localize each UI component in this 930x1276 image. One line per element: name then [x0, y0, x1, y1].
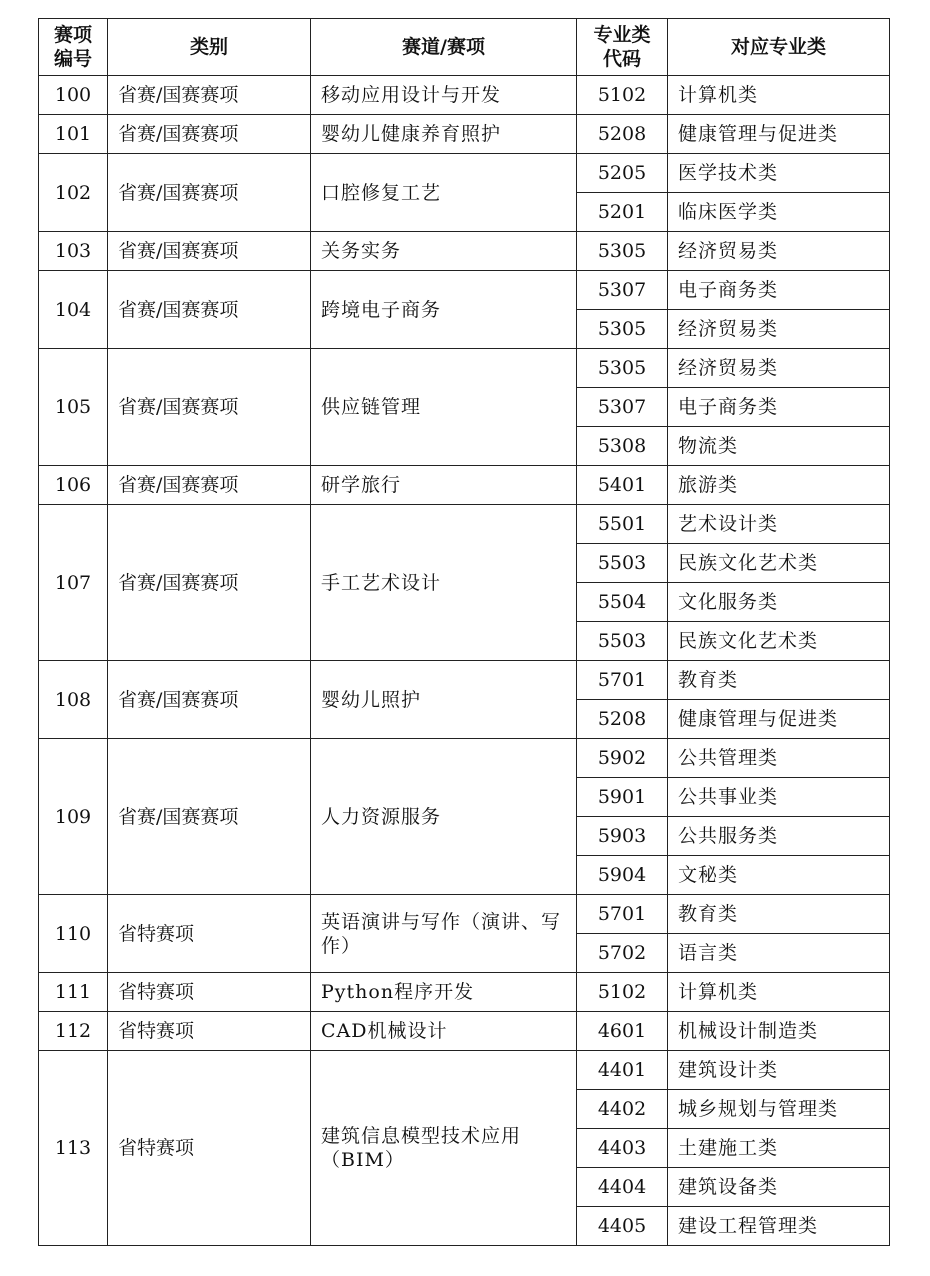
cell-id: 103	[39, 232, 108, 271]
cell-major: 物流类	[668, 427, 890, 466]
cell-track: 研学旅行	[311, 466, 577, 505]
cell-major: 民族文化艺术类	[668, 622, 890, 661]
cell-major: 机械设计制造类	[668, 1012, 890, 1051]
cell-code: 5401	[577, 466, 668, 505]
cell-track: 婴幼儿健康养育照护	[311, 115, 577, 154]
cell-category: 省赛/国赛赛项	[108, 154, 311, 232]
header-id: 赛项 编号	[39, 19, 108, 76]
cell-major: 土建施工类	[668, 1129, 890, 1168]
table-row	[39, 232, 890, 271]
table-row	[39, 661, 890, 700]
table-body	[39, 76, 890, 1246]
cell-major: 语言类	[668, 934, 890, 973]
cell-major: 计算机类	[668, 973, 890, 1012]
cell-major: 民族文化艺术类	[668, 544, 890, 583]
table-row	[39, 1051, 890, 1090]
header-track: 赛道/赛项	[311, 19, 577, 76]
cell-major: 文秘类	[668, 856, 890, 895]
cell-category: 省赛/国赛赛项	[108, 115, 311, 154]
table-row	[39, 505, 890, 544]
cell-id: 111	[39, 973, 108, 1012]
cell-major: 城乡规划与管理类	[668, 1090, 890, 1129]
cell-id: 105	[39, 349, 108, 466]
table-row	[39, 349, 890, 388]
cell-major: 建设工程管理类	[668, 1207, 890, 1246]
cell-track: 建筑信息模型技术应用（BIM）	[311, 1051, 577, 1246]
cell-major: 经济贸易类	[668, 349, 890, 388]
cell-category: 省赛/国赛赛项	[108, 271, 311, 349]
cell-code: 4405	[577, 1207, 668, 1246]
table-row	[39, 739, 890, 778]
cell-major: 经济贸易类	[668, 310, 890, 349]
cell-code: 5902	[577, 739, 668, 778]
table-row	[39, 1012, 890, 1051]
cell-code: 5208	[577, 115, 668, 154]
cell-code: 5308	[577, 427, 668, 466]
cell-track: 人力资源服务	[311, 739, 577, 895]
cell-track: 婴幼儿照护	[311, 661, 577, 739]
competition-table	[38, 18, 890, 1246]
cell-code: 5201	[577, 193, 668, 232]
table-row	[39, 154, 890, 193]
cell-category: 省赛/国赛赛项	[108, 505, 311, 661]
cell-code: 5305	[577, 349, 668, 388]
cell-id: 100	[39, 76, 108, 115]
cell-id: 107	[39, 505, 108, 661]
table-row	[39, 973, 890, 1012]
cell-major: 经济贸易类	[668, 232, 890, 271]
cell-major: 医学技术类	[668, 154, 890, 193]
cell-category: 省赛/国赛赛项	[108, 349, 311, 466]
cell-code: 5903	[577, 817, 668, 856]
cell-category: 省特赛项	[108, 1051, 311, 1246]
cell-track: 关务实务	[311, 232, 577, 271]
cell-major: 公共事业类	[668, 778, 890, 817]
cell-track: 移动应用设计与开发	[311, 76, 577, 115]
cell-category: 省特赛项	[108, 1012, 311, 1051]
cell-category: 省赛/国赛赛项	[108, 739, 311, 895]
cell-code: 4402	[577, 1090, 668, 1129]
table-row	[39, 76, 890, 115]
cell-code: 4403	[577, 1129, 668, 1168]
cell-id: 108	[39, 661, 108, 739]
cell-major: 公共服务类	[668, 817, 890, 856]
cell-track: 手工艺术设计	[311, 505, 577, 661]
cell-category: 省赛/国赛赛项	[108, 466, 311, 505]
cell-major: 电子商务类	[668, 388, 890, 427]
header-code: 专业类 代码	[577, 19, 668, 76]
cell-code: 5208	[577, 700, 668, 739]
cell-major: 艺术设计类	[668, 505, 890, 544]
header-category: 类别	[108, 19, 311, 76]
cell-code: 4601	[577, 1012, 668, 1051]
cell-id: 112	[39, 1012, 108, 1051]
cell-id: 113	[39, 1051, 108, 1246]
cell-code: 5102	[577, 76, 668, 115]
cell-major: 健康管理与促进类	[668, 115, 890, 154]
cell-major: 建筑设备类	[668, 1168, 890, 1207]
cell-code: 5701	[577, 661, 668, 700]
cell-code: 5305	[577, 232, 668, 271]
cell-track: 英语演讲与写作（演讲、写作）	[311, 895, 577, 973]
cell-code: 5307	[577, 271, 668, 310]
cell-code: 5702	[577, 934, 668, 973]
cell-code: 4404	[577, 1168, 668, 1207]
cell-track: CAD机械设计	[311, 1012, 577, 1051]
cell-code: 5102	[577, 973, 668, 1012]
cell-track: 供应链管理	[311, 349, 577, 466]
cell-code: 5504	[577, 583, 668, 622]
cell-code: 4401	[577, 1051, 668, 1090]
cell-id: 101	[39, 115, 108, 154]
cell-track: 口腔修复工艺	[311, 154, 577, 232]
cell-id: 110	[39, 895, 108, 973]
cell-category: 省赛/国赛赛项	[108, 76, 311, 115]
cell-major: 文化服务类	[668, 583, 890, 622]
cell-major: 健康管理与促进类	[668, 700, 890, 739]
cell-code: 5904	[577, 856, 668, 895]
cell-major: 教育类	[668, 661, 890, 700]
cell-major: 建筑设计类	[668, 1051, 890, 1090]
cell-major: 临床医学类	[668, 193, 890, 232]
cell-major: 旅游类	[668, 466, 890, 505]
cell-code: 5701	[577, 895, 668, 934]
cell-id: 104	[39, 271, 108, 349]
cell-id: 109	[39, 739, 108, 895]
cell-code: 5503	[577, 544, 668, 583]
cell-major: 教育类	[668, 895, 890, 934]
table-row	[39, 115, 890, 154]
cell-major: 电子商务类	[668, 271, 890, 310]
table-row	[39, 895, 890, 934]
table-row	[39, 271, 890, 310]
table-header	[39, 19, 890, 76]
cell-major: 计算机类	[668, 76, 890, 115]
cell-category: 省赛/国赛赛项	[108, 661, 311, 739]
cell-category: 省特赛项	[108, 895, 311, 973]
header-row	[39, 19, 890, 76]
cell-major: 公共管理类	[668, 739, 890, 778]
table-row	[39, 466, 890, 505]
cell-code: 5307	[577, 388, 668, 427]
cell-id: 106	[39, 466, 108, 505]
header-major: 对应专业类	[668, 19, 890, 76]
cell-track: Python程序开发	[311, 973, 577, 1012]
cell-code: 5305	[577, 310, 668, 349]
cell-category: 省赛/国赛赛项	[108, 232, 311, 271]
cell-code: 5503	[577, 622, 668, 661]
cell-track: 跨境电子商务	[311, 271, 577, 349]
cell-code: 5205	[577, 154, 668, 193]
cell-category: 省特赛项	[108, 973, 311, 1012]
cell-code: 5501	[577, 505, 668, 544]
cell-id: 102	[39, 154, 108, 232]
cell-code: 5901	[577, 778, 668, 817]
